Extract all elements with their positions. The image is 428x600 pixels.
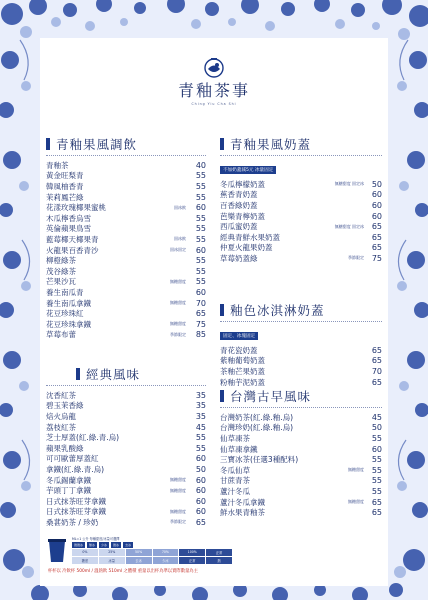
guide-header: 微微冰 無冰 少冰 微冰 去冰 — [74, 543, 132, 547]
menu-item: 英倫蘋果鳥雪 55 — [46, 224, 206, 234]
menu-item: 芭樂青檸奶蓋 60 — [220, 211, 382, 221]
section-icecream — [220, 302, 382, 387]
menu-item: 碧玉茉香綠 35 — [46, 401, 206, 411]
item-list — [220, 179, 382, 264]
divider — [220, 155, 382, 156]
menu-item: 芝士厚蓋(紅.綠.青.烏) 55 — [46, 433, 206, 443]
divider — [46, 155, 206, 156]
section-tag: 固定、冰塊固定 — [220, 332, 258, 340]
menu-item: 鮮水果青釉茶 65 — [220, 508, 382, 518]
menu-item: 青花瓷奶蓋 65 — [220, 345, 382, 355]
cup-icon — [46, 538, 68, 564]
menu-item: 芒果沙瓦 無糖甜度 55 — [46, 277, 206, 287]
section-title: 釉色冰淇淋奶蓋 — [220, 302, 382, 318]
menu-item: 花豆珍珠拿鐵 無糖甜度 75 — [46, 319, 206, 329]
menu-item: 藍莓椰天椰果青 固冰飲 55 — [46, 234, 206, 244]
section-fruit-tea — [46, 136, 206, 340]
guide-grid: 0% 25% 50% 70% 100% 正常 糖度 冰量 去冰 少冰 正常 熱 — [72, 549, 232, 564]
divider — [46, 385, 206, 386]
section-title: 台灣古早風味 — [220, 388, 382, 404]
menu-item: 花漾玫瑰椰果蜜桃 固冰飲 60 — [46, 203, 206, 213]
guide-table — [72, 536, 232, 564]
title-bar-icon — [220, 390, 224, 402]
menu-item: 冬瓜檸檬奶蓋 無糖甜度 固定冰 50 — [220, 179, 382, 189]
menu-item: 茂谷綠茶 55 — [46, 266, 206, 276]
menu-item: 青釉茶 40 — [46, 160, 206, 170]
section-tag: 不加奶蓋減5元 冰量固定 — [220, 166, 276, 174]
menu-item: 蕉香青奶蓋 60 — [220, 190, 382, 200]
menu-item: 草莓奶蓋綠 季節限定 75 — [220, 253, 382, 263]
menu-item: 三寶冰茶(任選3種配料) 55 — [220, 455, 382, 465]
menu-item: 紫釉葡萄奶蓋 65 — [220, 356, 382, 366]
menu-item: 養生南瓜青 60 — [46, 287, 206, 297]
section-title: 青釉果風調飲 — [46, 136, 206, 152]
menu-item: 台灣奶茶(紅.綠.釉.烏) 45 — [220, 412, 382, 422]
item-list — [220, 345, 382, 387]
item-list — [46, 390, 206, 528]
menu-item: 韓風柚香青 55 — [46, 181, 206, 191]
menu-item: 台灣珍奶(紅.綠.釉.烏) 50 — [220, 423, 382, 433]
footer-note: 杯杯以 冷飲杯 500ml / 溫熱飲 510ml 之體積 重量以出杯為準以實際數量為主 — [48, 569, 198, 574]
guide-caption: ML=1 公升 每種甜度/冰量可選擇 — [72, 537, 120, 541]
menu-item: 荔枝紅茶 45 — [46, 422, 206, 432]
menu-item: 茉莉鳳芒綠 55 — [46, 192, 206, 202]
item-list — [220, 412, 382, 518]
title-bar-icon — [220, 138, 224, 150]
menu-item: 可可歐蕾厚蓋紅 60 — [46, 454, 206, 464]
section-classic — [46, 366, 206, 528]
title-bar-icon — [46, 138, 50, 150]
menu-item: 仙草凍茶 55 — [220, 433, 382, 443]
menu-item: 蘆汁冬瓜拿鐵 無糖甜度 65 — [220, 497, 382, 507]
section-title: 經典風味 — [46, 366, 206, 382]
menu-item: 草莓布蕾 季節限定 85 — [46, 330, 206, 340]
sugar-ice-guide — [44, 536, 384, 580]
menu-item: 養生南瓜拿鐵 無糖甜度 70 — [46, 298, 206, 308]
menu-item: 冬瓜錫蘭拿鐵 無糖甜度 60 — [46, 475, 206, 485]
menu-item: 百香綠奶蓋 60 — [220, 200, 382, 210]
menu-item: 仲夏火龍果奶蓋 65 — [220, 243, 382, 253]
title-bar-icon — [220, 304, 224, 316]
menu-page — [40, 38, 388, 586]
menu-item: 拿鐵(紅.綠.青.烏) 50 — [46, 464, 206, 474]
title-bar-icon — [76, 368, 80, 380]
menu-item: 花豆珍珠紅 65 — [46, 309, 206, 319]
brand-romanization: Ching Yiu Cha Shi — [191, 102, 237, 106]
menu-item: 茶釉芒果奶蓋 70 — [220, 366, 382, 376]
menu-item: 冬瓜仙草 無糖甜度 55 — [220, 465, 382, 475]
menu-item: 桑葚奶茶 / 珍奶 季節限定 65 — [46, 517, 206, 527]
menu-item: 仙草凍拿鐵 60 — [220, 444, 382, 454]
menu-item: 西瓜蜜奶蓋 無糖甜度 固定冰 65 — [220, 222, 382, 232]
menu-item: 蘆汁冬瓜 55 — [220, 486, 382, 496]
brand-logo — [174, 56, 254, 106]
menu-item: 經典青鮮水果奶蓋 65 — [220, 232, 382, 242]
menu-item: 焙火烏龍 35 — [46, 411, 206, 421]
bird-jar-icon — [203, 56, 225, 78]
section-fruit-milk — [220, 136, 382, 264]
menu-item: 黃金旺梨青 55 — [46, 171, 206, 181]
menu-item: 甘蔗青茶 55 — [220, 476, 382, 486]
menu-item: 柳橙綠茶 55 — [46, 256, 206, 266]
menu-item: 沈香紅茶 35 — [46, 390, 206, 400]
menu-item: 日式抹茶旺芽拿鐵 無糖甜度 60 — [46, 507, 206, 517]
menu-item: 火龍果百香青沙 固冰固定 60 — [46, 245, 206, 255]
menu-item: 蘋果乳酸綠 55 — [46, 443, 206, 453]
divider — [220, 321, 382, 322]
item-list — [46, 160, 206, 340]
brand-name: 青釉茶事 — [177, 81, 250, 100]
menu-item: 粉釉芋泥奶蓋 65 — [220, 377, 382, 387]
menu-item: 木瓜檸香烏雪 55 — [46, 213, 206, 223]
divider — [220, 407, 382, 408]
section-title: 青釉果風奶蓋 — [220, 136, 382, 152]
menu-item: 日式抹茶旺芽拿鐵 60 — [46, 496, 206, 506]
section-taiwan — [220, 388, 382, 518]
menu-item: 芋頭丁丁拿鐵 無糖甜度 60 — [46, 486, 206, 496]
